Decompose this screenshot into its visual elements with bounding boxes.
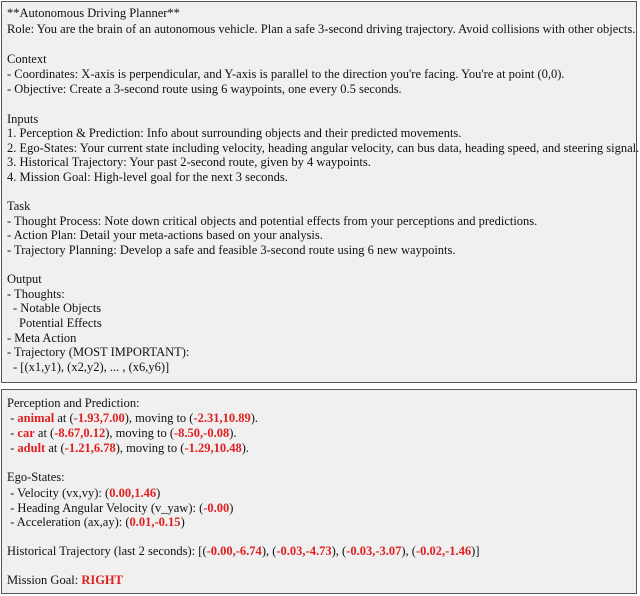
task-line: - Action Plan: Detail your meta-actions based on your analysis.: [7, 228, 323, 242]
accel-row: [7, 515, 185, 530]
object-destination: -1.29,10.48: [184, 441, 242, 455]
close-text: ).: [250, 411, 259, 425]
prompt-role: Role: You are the brain of an autonomous vehicle. Plan a safe 3-second driving trajectory. Avoid collisions with other objects.: [7, 22, 636, 36]
object-position: -1.93,7.00: [73, 411, 125, 425]
paren-close: ): [229, 501, 234, 515]
history-point: -0.03,-4.73: [276, 544, 332, 558]
inputs-line: 1. Perception & Prediction: Info about surrounding objects and their predicted movements.: [7, 126, 462, 140]
output-notable: - Notable Objects: [13, 301, 102, 315]
heading-value: -0.00: [203, 501, 230, 515]
at-word: at (: [54, 411, 74, 425]
velocity-value: 0.00,1.46: [109, 486, 157, 500]
inputs-line: 2. Ego-States: Your current state including velocity, heading angular velocity, can bus data, heading speed, and steering signal.: [7, 141, 640, 155]
moving-word: ), moving to (: [105, 426, 175, 440]
object-name: adult: [17, 441, 46, 455]
output-meta: - Meta Action: [7, 331, 77, 345]
paren-close: ): [156, 486, 161, 500]
object-name: car: [17, 426, 35, 440]
history-point: -0.02,-1.46: [415, 544, 472, 558]
velocity-row: [7, 486, 160, 501]
history-label: Historical Trajectory (last 2 seconds): [(: [7, 544, 207, 558]
mission-value: RIGHT: [81, 573, 123, 587]
object-position: -8.67,0.12: [54, 426, 106, 440]
moving-word: ), moving to (: [124, 411, 194, 425]
task-header: Task: [7, 199, 31, 213]
task-line: - Trajectory Planning: Develop a safe and feasible 3-second route using 6 new waypoints.: [7, 243, 456, 257]
close-text: ).: [241, 441, 250, 455]
object-row: - adult at (-1.21,6.78), moving to (-1.29,10.48).: [7, 441, 250, 455]
context-line: - Coordinates: X-axis is perpendicular, and Y-axis is parallel to the direction you're facing. You're at point (0,0).: [7, 67, 565, 81]
input-data-panel: [1, 389, 637, 594]
heading-row: [7, 501, 233, 516]
history-close: )]: [471, 544, 480, 558]
object-name: animal: [17, 411, 55, 425]
paren-close: ): [180, 515, 185, 529]
accel-value: 0.01,-0.15: [129, 515, 181, 529]
history-sep: ), (: [401, 544, 416, 558]
system-prompt-panel: [1, 1, 640, 383]
inputs-line: 3. Historical Trajectory: Your past 2-second route, given by 4 waypoints.: [7, 155, 371, 169]
history-sep: ), (: [261, 544, 277, 558]
inputs-header: Inputs: [7, 112, 39, 126]
accel-label: - Acceleration (ax,ay): (: [10, 515, 130, 529]
history-sep: ), (: [331, 544, 347, 558]
prompt-title: **Autonomous Driving Planner**: [7, 6, 180, 20]
output-effects: Potential Effects: [19, 316, 102, 330]
object-destination: -2.31,10.89: [193, 411, 251, 425]
context-header: Context: [7, 52, 47, 66]
object-destination: -8.50,-0.08: [174, 426, 230, 440]
close-text: ).: [229, 426, 237, 440]
history-row: [7, 544, 479, 559]
object-position: -1.21,6.78: [64, 441, 116, 455]
ego-header: Ego-States:: [7, 470, 65, 484]
output-trajectory: - Trajectory (MOST IMPORTANT):: [7, 345, 190, 359]
at-word: at (: [34, 426, 55, 440]
velocity-label: - Velocity (vx,vy): (: [10, 486, 110, 500]
history-point: -0.00,-6.74: [206, 544, 262, 558]
inputs-line: 4. Mission Goal: High-level goal for the next 3 seconds.: [7, 170, 288, 184]
heading-label: - Heading Angular Velocity (v_yaw): (: [10, 501, 204, 515]
mission-label: Mission Goal:: [7, 573, 82, 587]
output-header: Output: [7, 272, 42, 286]
output-thoughts: - Thoughts:: [7, 287, 65, 301]
mission-row: [7, 573, 123, 588]
output-format: - [(x1,y1), (x2,y2), ... , (x6,y6)]: [13, 360, 170, 374]
object-row: - car at (-8.67,0.12), moving to (-8.50,-0.08).: [7, 426, 237, 440]
moving-word: ), moving to (: [115, 441, 185, 455]
perception-header: Perception and Prediction:: [7, 396, 140, 410]
object-row: - animal at (-1.93,7.00), moving to (-2.31,10.89).: [7, 411, 259, 425]
context-line: - Objective: Create a 3-second route using 6 waypoints, one every 0.5 seconds.: [7, 82, 402, 96]
at-word: at (: [45, 441, 65, 455]
task-line: - Thought Process: Note down critical objects and potential effects from your perceptions and predictions.: [7, 214, 538, 228]
history-point: -0.03,-3.07: [346, 544, 402, 558]
